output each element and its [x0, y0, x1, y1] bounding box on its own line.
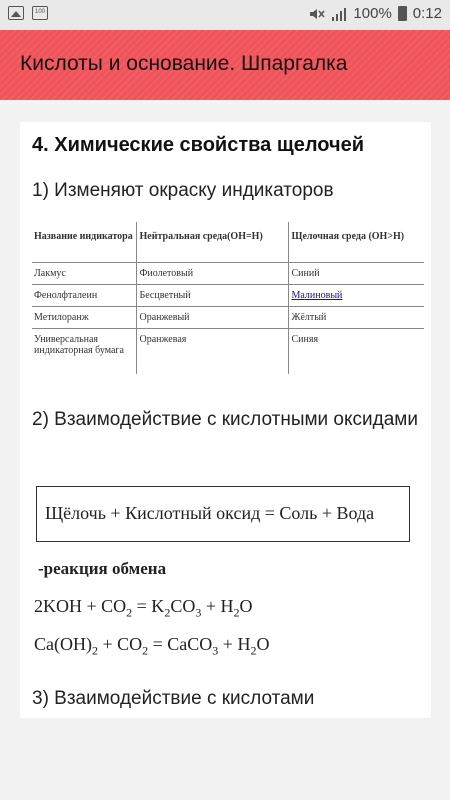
table-cell: Оранжевая: [136, 328, 288, 374]
eq-part: = K: [132, 596, 165, 616]
status-bar: [0, 0, 450, 30]
table-cell: Фиолетовый: [136, 262, 288, 284]
table-header: Щелочная среда (OH>H): [288, 222, 424, 262]
crimson-link[interactable]: Малиновый: [291, 289, 343, 301]
section-heading: 4. Химические свойства щелочей: [32, 134, 365, 156]
subsection-acids: 3) Взаимодействие с кислотами: [32, 688, 315, 709]
eq-subscript: 3: [212, 643, 219, 658]
table-cell: Синий: [288, 262, 424, 284]
table-cell: Лакмус: [32, 262, 136, 284]
eq-subscript: 2: [233, 605, 240, 620]
table-row: [32, 306, 424, 328]
table-cell: Жёлтый: [288, 306, 424, 328]
app-bar: [0, 30, 450, 100]
eq-subscript: 2: [91, 643, 98, 658]
eq-subscript: 3: [195, 605, 202, 620]
status-bar-left: [8, 6, 48, 20]
eq-part: + H: [218, 634, 251, 654]
image-icon: [8, 6, 24, 20]
equation-caoh2: [34, 634, 269, 659]
table-cell: [288, 284, 424, 306]
table-cell: Метилоранж: [32, 306, 136, 328]
subsection-indicators: 1) Изменяют окраску индикаторов: [32, 180, 334, 201]
app-bar-title: Кислоты и основание. Шпаргалка: [20, 52, 348, 75]
table-header: Название индикатора: [32, 222, 136, 262]
table-row: [32, 328, 424, 374]
signal-icon: [331, 7, 347, 21]
eq-part: Ca(OH): [34, 634, 92, 654]
battery-percent: 100%: [353, 5, 392, 22]
table-cell: Синяя: [288, 328, 424, 374]
clock: 0:12: [412, 5, 442, 22]
percent-storage-icon: 100: [32, 6, 48, 20]
table-row: [32, 284, 424, 306]
eq-subscript: 2: [164, 605, 171, 620]
subsection-acid-oxides: 2) Взаимодействие с кислотными оксидами: [32, 409, 418, 430]
battery-icon: [398, 6, 407, 21]
equation-koh: [34, 596, 252, 621]
eq-part: 2KOH + CO: [34, 596, 127, 616]
eq-part: = CaCO: [148, 634, 213, 654]
table-cell: Оранжевый: [136, 306, 288, 328]
eq-part: + CO: [97, 634, 143, 654]
eq-part: CO: [170, 596, 196, 616]
eq-part: O: [239, 596, 253, 616]
eq-subscript: 2: [250, 643, 257, 658]
eq-subscript: 2: [126, 605, 133, 620]
table-header: Нейтральная среда(OH=H): [136, 222, 288, 262]
general-formula-box: Щёлочь + Кислотный оксид = Соль + Вода: [36, 486, 410, 542]
table-header-row: [32, 222, 424, 262]
eq-subscript: 2: [142, 643, 149, 658]
status-bar-right: [309, 5, 442, 22]
table-row: [32, 262, 424, 284]
indicator-table: [32, 222, 424, 374]
content-card: [20, 122, 431, 718]
mute-icon: [309, 7, 325, 21]
eq-part: + H: [201, 596, 234, 616]
table-cell: Фенолфталеин: [32, 284, 136, 306]
table-cell: Бесцветный: [136, 284, 288, 306]
eq-part: O: [256, 634, 270, 654]
reaction-type-label: -реакция обмена: [38, 559, 167, 578]
table-cell: Универсальная индикаторная бумага: [34, 333, 124, 356]
